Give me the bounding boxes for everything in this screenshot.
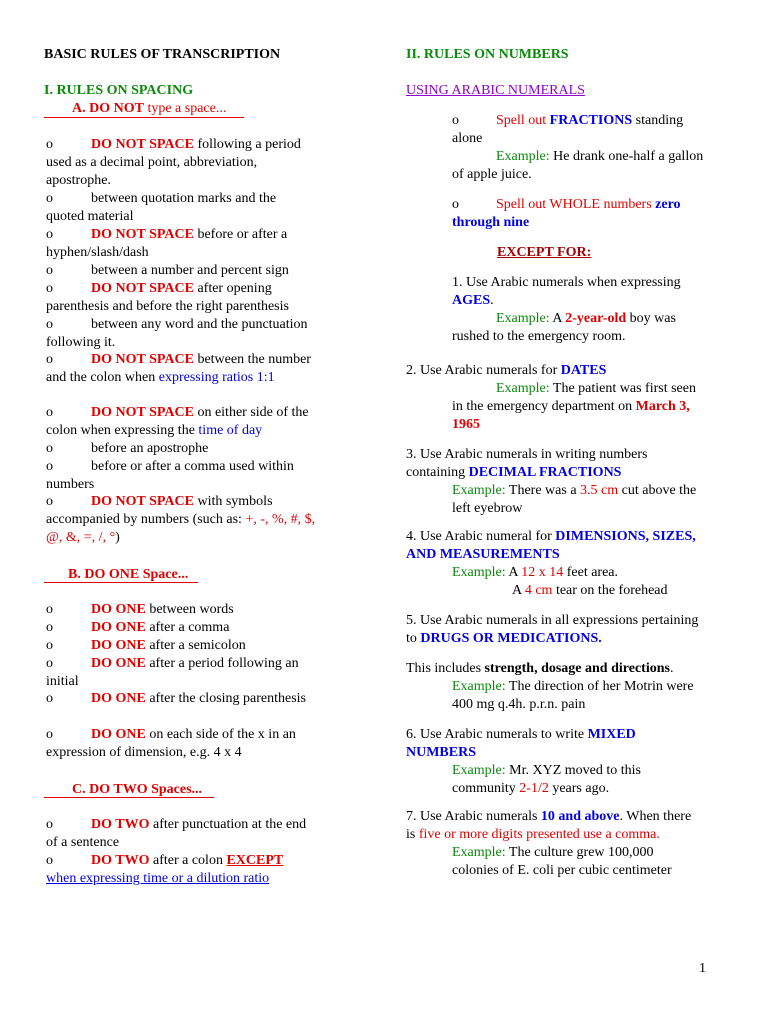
list-item: o DO NOT SPACE after opening parenthesis and before the right parenthesis — [46, 281, 289, 314]
subsection-c-tail: Spaces... — [151, 782, 203, 797]
list-item: o DO TWO after punctuation at the end of a sentence — [46, 817, 307, 850]
rule-2: 2. Use Arabic numerals for DATES Example: The patient was first seen in the emergency department on March 3, 1965 — [406, 363, 696, 432]
bullet: o — [46, 620, 53, 635]
section-spacing-heading: I. RULES ON SPACING — [44, 83, 194, 98]
rule-1: 1. Use Arabic numerals when expressing AGES. Example: A 2-year-old boy was rushed to the emergency room. — [452, 275, 681, 344]
bullet: o — [46, 656, 53, 671]
list-item: o between any word and the punctuation following it. — [46, 317, 308, 350]
page-number: 1 — [699, 961, 706, 976]
symbol-list: +, -, %, #, $, @, &, =, /, ° — [46, 512, 316, 545]
list-item: o DO ONE on each side of the x in an expression of dimension, e.g. 4 x 4 — [46, 727, 296, 760]
bullet: o — [46, 727, 53, 742]
rule-5: 5. Use Arabic numerals in all expressions pertaining to DRUGS OR MEDICATIONS. — [406, 613, 699, 646]
rule-4: 4. Use Arabic numeral for DIMENSIONS, SIZES, AND MEASUREMENTS Example: A 12 x 14 feet area. A 4 cm tear on the forehead — [406, 529, 696, 598]
list-item: o DO ONE after the closing parenthesis — [46, 691, 307, 706]
subsection-a-underline — [44, 117, 244, 118]
example-label: Example: — [452, 845, 506, 860]
rule-5-includes: This includes strength, dosage and directions. Example: The direction of her Motrin were 400 mg q.4h. p.r.n. pain — [406, 661, 694, 712]
except-label: EXCEPT — [226, 853, 284, 868]
rule-7: 7. Use Arabic numerals 10 and above. When there is five or more digits presented use a comma. Example: The culture grew 100,000 colonies of E. coli per cubic centimeter — [406, 809, 692, 878]
bullet: o — [46, 691, 53, 706]
bullet: o — [46, 602, 53, 617]
list-item: o DO ONE after a comma — [46, 620, 230, 635]
example-label: Example: — [452, 565, 506, 580]
ratio-link-text: expressing ratios 1:1 — [158, 370, 275, 385]
subsection-a-label: A. DO NOT — [72, 101, 144, 116]
example-label: Example: — [496, 149, 550, 164]
bullet: o — [46, 494, 53, 509]
list-item: o DO NOT SPACE following a period used as a decimal point, abbreviation, apostrophe. — [46, 137, 301, 188]
bullet: o — [46, 281, 53, 296]
bullet: o — [46, 441, 53, 456]
subsection-a-tail: type a space... — [147, 101, 227, 116]
bullet: o — [46, 638, 53, 653]
bullet: o — [46, 459, 53, 474]
subsection-c-label: C. DO TWO — [72, 782, 148, 797]
subsection-c-underline — [44, 797, 214, 798]
except-for-heading: EXCEPT FOR: — [497, 245, 592, 260]
list-item: o DO ONE after a semicolon — [46, 638, 246, 653]
bullet: o — [46, 817, 53, 832]
bullet: o — [452, 113, 459, 128]
bullet: o — [46, 317, 53, 332]
list-item: o DO ONE after a period following an initial — [46, 656, 299, 689]
list-item: o between a number and percent sign — [46, 263, 289, 278]
bullet: o — [452, 197, 459, 212]
example-label: Example: — [452, 483, 506, 498]
example-label: Example: — [452, 679, 506, 694]
subsection-a-heading — [72, 100, 226, 118]
except-detail: when expressing time or a dilution ratio — [46, 871, 270, 886]
list-item: o DO NOT SPACE between the number and the colon when expressing ratios 1:1 — [46, 352, 311, 385]
bullet: o — [46, 263, 53, 278]
example-label: Example: — [452, 763, 506, 778]
subsection-b-label: B. DO ONE — [68, 567, 140, 582]
bullet: o — [46, 853, 53, 868]
bullet: o — [46, 352, 53, 367]
subsection-b-tail: Space... — [142, 567, 189, 582]
list-item: o before an apostrophe — [46, 441, 209, 456]
list-item: o DO NOT SPACE with symbols accompanied by numbers (such as: +, -, %, #, $, @, &, =, /, °) — [46, 494, 316, 545]
arabic-numerals-heading: USING ARABIC NUMERALS — [406, 83, 585, 98]
list-item: o before or after a comma used within numbers — [46, 459, 294, 492]
subsection-b-underline — [44, 582, 198, 583]
bullet: o — [46, 405, 53, 420]
list-item: o Spell out WHOLE numbers zero through nine — [452, 197, 681, 230]
rule-6: 6. Use Arabic numerals to write MIXED NUMBERS Example: Mr. XYZ moved to this community 2-1/2 years ago. — [406, 727, 641, 796]
rule-3: 3. Use Arabic numerals in writing numbers containing DECIMAL FRACTIONS Example: There was a 3.5 cm cut above the left eyebrow — [406, 447, 697, 516]
section-numbers-heading: II. RULES ON NUMBERS — [406, 47, 569, 62]
list-item: o DO TWO after a colon EXCEPT when expressing time or a dilution ratio — [46, 853, 284, 886]
list-item: o between quotation marks and the quoted material — [46, 191, 277, 224]
list-item: o DO NOT SPACE before or after a hyphen/slash/dash — [46, 227, 288, 260]
bullet: o — [46, 191, 53, 206]
example-label: Example: — [496, 381, 550, 396]
list-item: o DO NOT SPACE on either side of the colon when expressing the time of day — [46, 405, 309, 438]
list-item: o Spell out FRACTIONS standing alone Example: He drank one-half a gallon of apple juice. — [452, 113, 704, 182]
example-label: Example: — [496, 311, 550, 326]
bullet: o — [46, 227, 53, 242]
list-item: o DO ONE between words — [46, 602, 234, 617]
bullet: o — [46, 137, 53, 152]
page-title: BASIC RULES OF TRANSCRIPTION — [44, 47, 281, 62]
